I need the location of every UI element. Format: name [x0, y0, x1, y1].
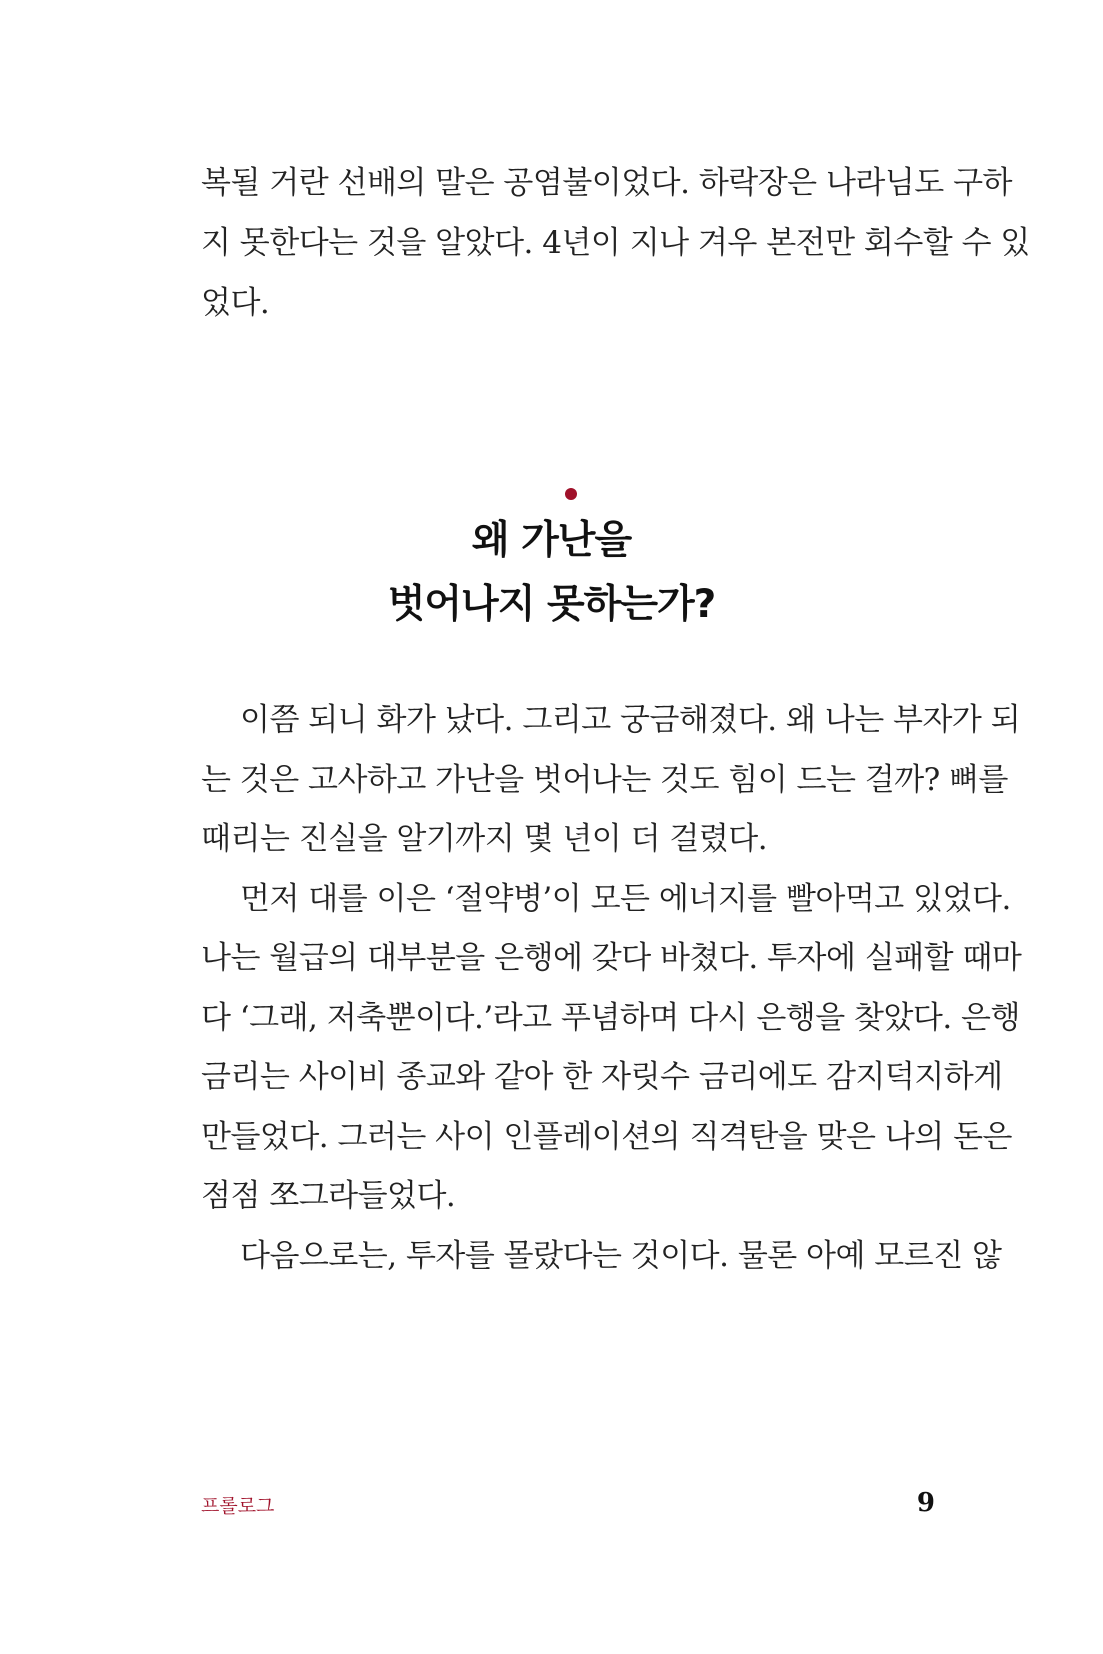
paragraph-1-line-1: 이쯤 되니 화가 났다. 그리고 궁금해졌다. 왜 나는 부자가 되: [240, 702, 1021, 738]
paragraph-2-line-2: 나는 월급의 대부분을 은행에 갖다 바쳤다. 투자에 실패할 때마: [201, 940, 1022, 976]
chapter-label: 프롤로그: [201, 1495, 275, 1517]
section-heading-line-2: 벗어나지 못하는가?: [387, 582, 716, 627]
paragraph-2-line-6: 점점 쪼그라들었다.: [201, 1178, 456, 1214]
page-number: 9: [916, 1488, 935, 1518]
paragraph-1-line-3: 때리는 진실을 알기까지 몇 년이 더 걸렸다.: [201, 821, 768, 857]
paragraph-2-line-5: 만들었다. 그러는 사이 인플레이션의 직격탄을 맞은 나의 돈은: [201, 1119, 1012, 1155]
section-heading-line-1: 왜 가난을: [471, 518, 632, 563]
paragraph-3-line-1: 다음으로는, 투자를 몰랐다는 것이다. 물론 아예 모르진 않: [240, 1238, 1002, 1274]
paragraph-2-line-3: 다 ‘그래, 저축뿐이다.’라고 푸념하며 다시 은행을 찾았다. 은행: [201, 1000, 1020, 1036]
paragraph-2-line-4: 금리는 사이비 종교와 같아 한 자릿수 금리에도 감지덕지하게: [201, 1059, 1003, 1095]
paragraph-2-line-1: 먼저 대를 이은 ‘절약병’이 모든 에너지를 빨아먹고 있었다.: [240, 881, 1011, 917]
paragraph-1-line-2: 는 것은 고사하고 가난을 벗어나는 것도 힘이 드는 걸까? 뼈를: [201, 762, 1009, 798]
intro-line-1: 복될 거란 선배의 말은 공염불이었다. 하락장은 나라님도 구하: [201, 165, 1012, 201]
section-bullet-icon: [565, 488, 577, 500]
intro-line-2: 지 못한다는 것을 알았다. 4년이 지나 겨우 본전만 회수할 수 있: [201, 225, 1030, 261]
intro-line-3: 었다.: [201, 285, 270, 321]
